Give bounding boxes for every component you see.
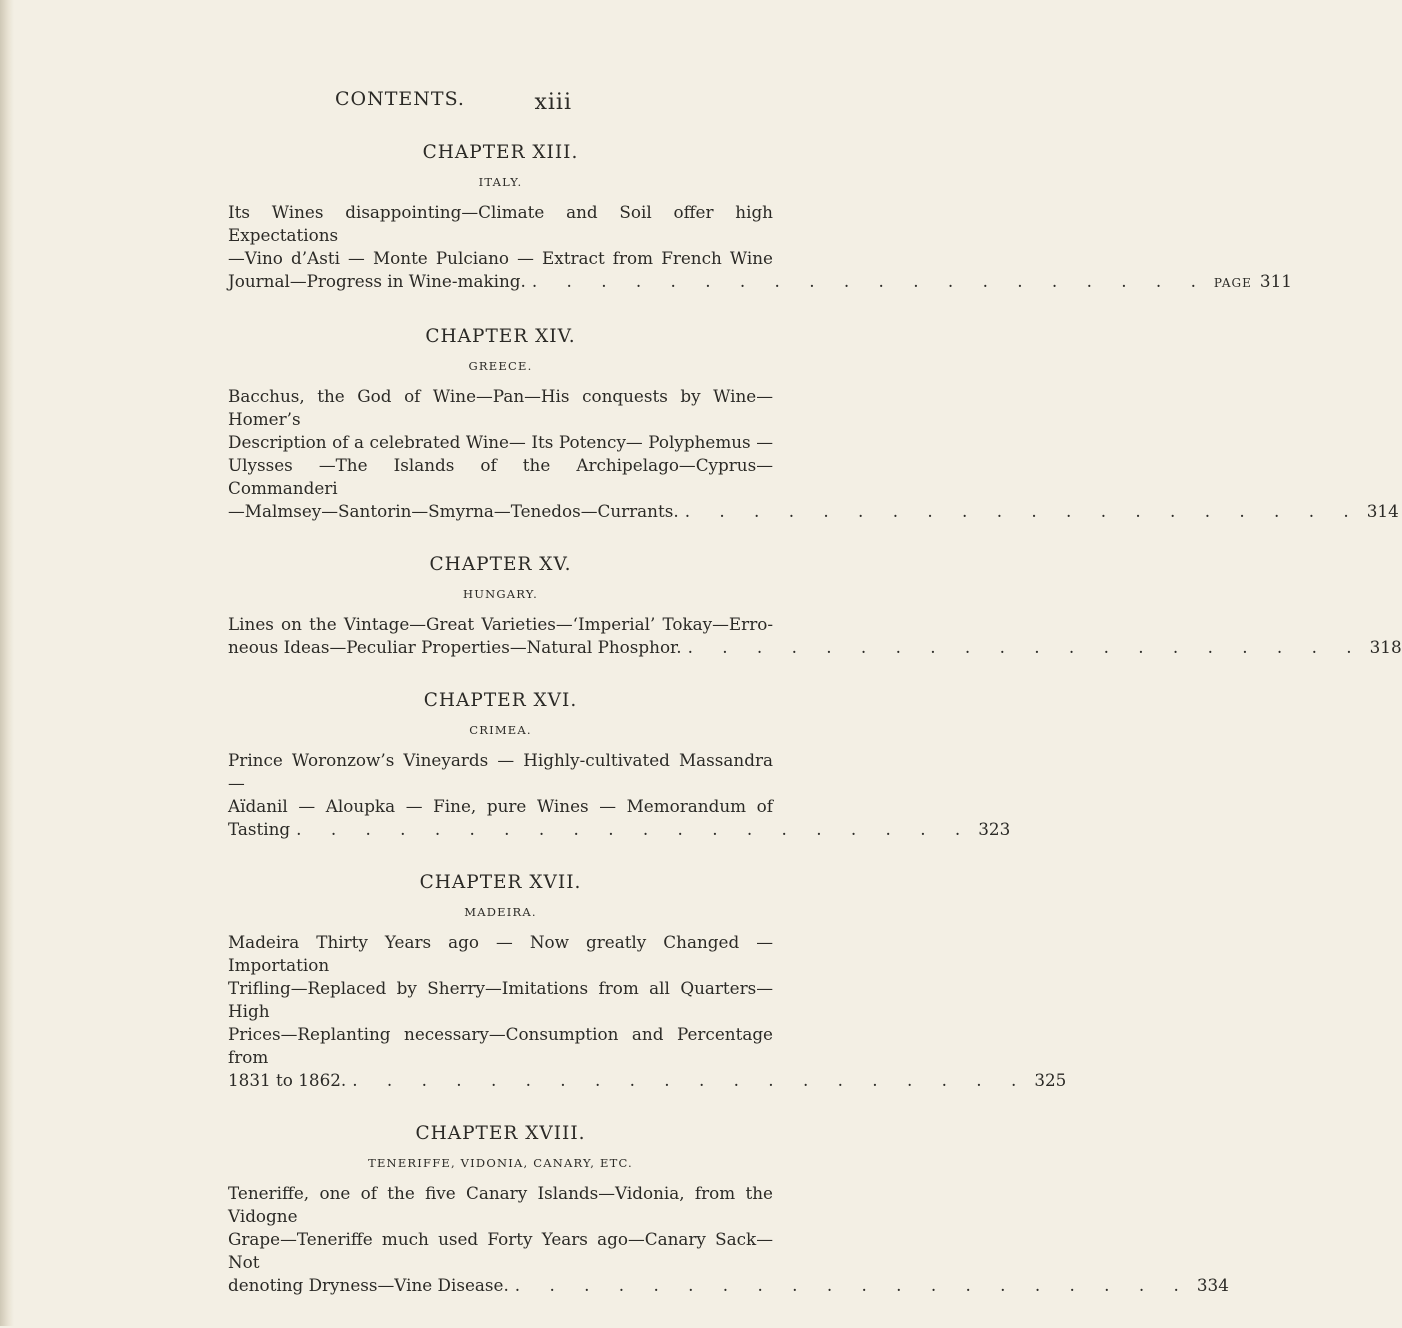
summary-last-line	[228, 270, 1292, 295]
summary-line: Lines on the Vintage—Great Varieties—‘Imperial’ Tokay—Erro-	[228, 614, 773, 634]
page-label: PAGE	[1213, 276, 1252, 290]
chapter-subtitle: MADEIRA.	[464, 905, 537, 919]
summary-last-line	[228, 1274, 1229, 1297]
summary-line: Aïdanil — Aloupka — Fine, pure Wines — Memorandum of	[228, 796, 773, 816]
summary-line: Grape—Teneriffe much used Forty Years ago—Canary Sack—Not	[228, 1229, 773, 1272]
summary-line: Its Wines disappointing—Climate and Soil offer high Expectations	[228, 202, 773, 245]
chapter-subtitle: TENERIFFE, VIDONIA, CANARY, ETC.	[368, 1156, 633, 1170]
chapter-title: CHAPTER XIV.	[425, 326, 576, 347]
chapter-title: CHAPTER XVI.	[423, 690, 578, 711]
leader-dots: . . . . . . . . . . . . . . . . . . . .	[514, 1275, 1191, 1295]
summary-line: Description of a celebrated Wine— Its Potency— Polyphemus —	[228, 432, 773, 452]
summary-line: —Malmsey—Santorin—Smyrna—Tenedos—Currants.	[228, 501, 679, 521]
chapter-subtitle: HUNGARY.	[463, 587, 538, 601]
page-ref-number: 323	[978, 819, 1011, 839]
leader-dots: . . . . . . . . . . . . . . . . . . . .	[352, 1070, 1029, 1090]
summary-line: denoting Dryness—Vine Disease.	[228, 1275, 509, 1295]
summary-line: neous Ideas—Peculiar Properties—Natural Phosphor.	[228, 637, 682, 657]
page-ref	[1214, 270, 1292, 295]
contents-list	[228, 142, 1402, 1328]
summary-line: Ulysses —The Islands of the Archipelago—Cyprus—Commanderi	[228, 455, 773, 498]
summary-last-line	[228, 1069, 1067, 1092]
chapter-entry	[228, 554, 1402, 659]
chapter-subtitle: GREECE.	[468, 359, 533, 373]
chapter-title: CHAPTER XVIII.	[415, 1123, 586, 1144]
chapter-entry	[228, 690, 1011, 841]
page-ref-number: 334	[1196, 1275, 1229, 1295]
page-number: xiii	[534, 90, 572, 115]
chapter-title: CHAPTER XV.	[429, 554, 572, 575]
summary-line: Bacchus, the God of Wine—Pan—His conquests by Wine—Homer’s	[228, 386, 773, 429]
leader-dots: . . . . . . . . . . . . . . . . . . . .	[687, 637, 1364, 657]
chapter-entry	[228, 872, 1067, 1092]
leader-dots: . . . . . . . . . . . . . . . . . . . .	[684, 501, 1361, 521]
chapter-subtitle: CRIMEA.	[469, 723, 532, 737]
running-title: CONTENTS.	[335, 88, 465, 110]
chapter-subtitle: ITALY.	[478, 175, 523, 189]
summary-line: Prince Woronzow’s Vineyards — Highly-cultivated Massandra —	[228, 750, 773, 793]
page-header	[0, 88, 800, 128]
page-ref-number: 314	[1366, 501, 1399, 521]
summary-line: Tasting	[228, 819, 291, 839]
summary-line: Madeira Thirty Years ago — Now greatly Changed — Importation	[228, 932, 773, 975]
summary-last-line	[228, 818, 1011, 841]
summary-line: Prices—Replanting necessary—Consumption and Percentage from	[228, 1024, 773, 1067]
leader-dots: . . . . . . . . . . . . . . . . . . . .	[296, 819, 973, 839]
chapter-title: CHAPTER XIII.	[422, 142, 579, 163]
page-ref-number: 318	[1369, 637, 1402, 657]
chapter-entry	[228, 326, 1399, 523]
summary-line: Teneriffe, one of the five Canary Islands—Vidonia, from the Vidogne	[228, 1183, 773, 1226]
summary-line: 1831 to 1862.	[228, 1070, 347, 1090]
chapter-entry	[228, 142, 1292, 295]
chapter-title: CHAPTER XVII.	[419, 872, 582, 893]
page-ref-number: 311	[1259, 271, 1292, 291]
page-ref-number: 325	[1034, 1070, 1067, 1090]
summary-line: Journal—Progress in Wine-making.	[228, 271, 526, 291]
summary-line: —Vino d’Asti — Monte Pulciano — Extract from French Wine	[228, 248, 773, 268]
summary-last-line	[228, 500, 1399, 523]
leader-dots: . . . . . . . . . . . . . . . . . . . .	[531, 271, 1208, 291]
summary-last-line	[228, 636, 1402, 659]
chapter-entry	[228, 1123, 1229, 1297]
summary-line: Trifling—Replaced by Sherry—Imitations from all Quarters—High	[228, 978, 773, 1021]
page-gutter-shadow	[0, 0, 14, 1326]
